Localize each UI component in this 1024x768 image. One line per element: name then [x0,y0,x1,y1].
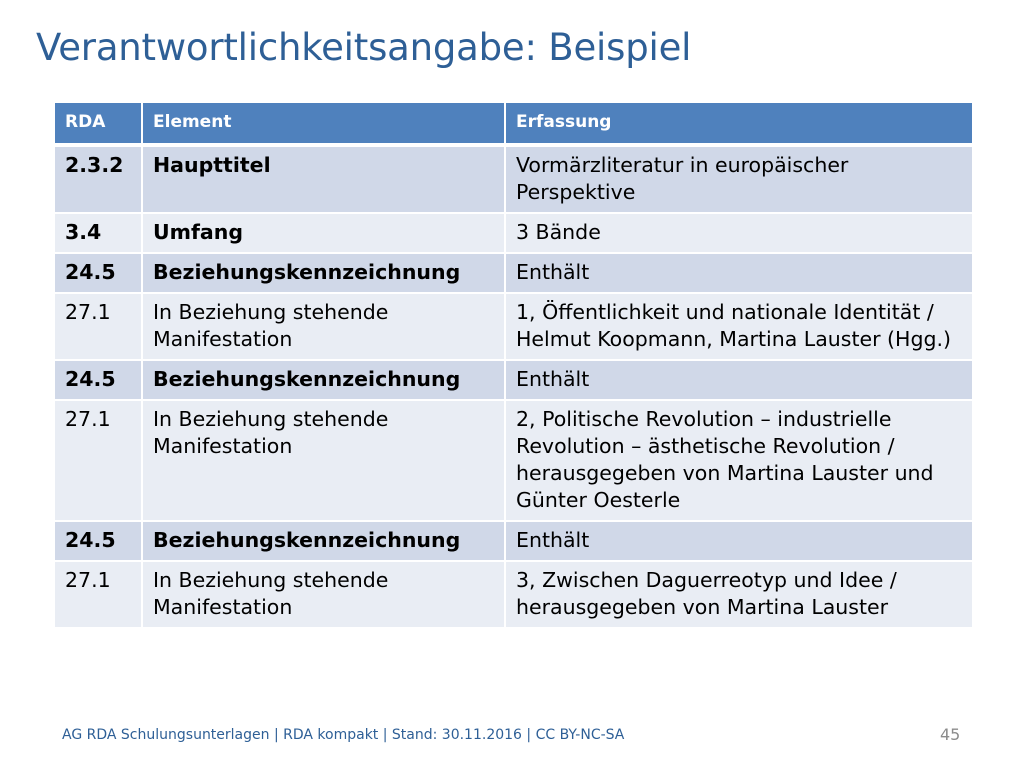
cell-element: In Beziehung stehende Manifestation [142,400,505,521]
cell-erfassung: Enthält [505,521,973,561]
header-erfassung: Erfassung [505,102,973,145]
table-row [54,253,973,293]
table-row [54,360,973,400]
cell-rda: 24.5 [54,360,142,400]
table-row [54,145,973,213]
cell-erfassung: 2, Politische Revolution – industrielle Revolution – ästhetische Revolution / herausgegeben von Martina Lauster und Günter Oesterle [505,400,973,521]
table-row [54,400,973,521]
slide-title: Verantwortlichkeitsangabe: Beispiel [36,26,692,69]
cell-element: In Beziehung stehende Manifestation [142,561,505,628]
header-rda: RDA [54,102,142,145]
cell-erfassung: Vormärzliteratur in europäischer Perspektive [505,145,973,213]
table-header-row [54,102,973,145]
cell-rda: 27.1 [54,400,142,521]
cell-element: Beziehungskennzeichnung [142,253,505,293]
table-row [54,213,973,253]
cell-rda: 24.5 [54,253,142,293]
table-row [54,521,973,561]
cell-erfassung: 3, Zwischen Daguerreotyp und Idee / herausgegeben von Martina Lauster [505,561,973,628]
cell-rda: 27.1 [54,561,142,628]
cell-element: Beziehungskennzeichnung [142,521,505,561]
cell-erfassung: 3 Bände [505,213,973,253]
cell-rda: 2.3.2 [54,145,142,213]
cell-rda: 3.4 [54,213,142,253]
table-row [54,561,973,628]
cell-element: Beziehungskennzeichnung [142,360,505,400]
page-number: 45 [940,725,961,744]
slide-footer: AG RDA Schulungsunterlagen | RDA kompakt | Stand: 30.11.2016 | CC BY-NC-SA [62,727,625,743]
cell-rda: 24.5 [54,521,142,561]
table-row [54,293,973,360]
cell-element: Umfang [142,213,505,253]
cell-erfassung: Enthält [505,360,973,400]
cell-erfassung: Enthält [505,253,973,293]
rda-table [53,101,974,629]
cell-rda: 27.1 [54,293,142,360]
cell-erfassung: 1, Öffentlichkeit und nationale Identität / Helmut Koopmann, Martina Lauster (Hgg.) [505,293,973,360]
header-element: Element [142,102,505,145]
cell-element: Haupttitel [142,145,505,213]
cell-element: In Beziehung stehende Manifestation [142,293,505,360]
